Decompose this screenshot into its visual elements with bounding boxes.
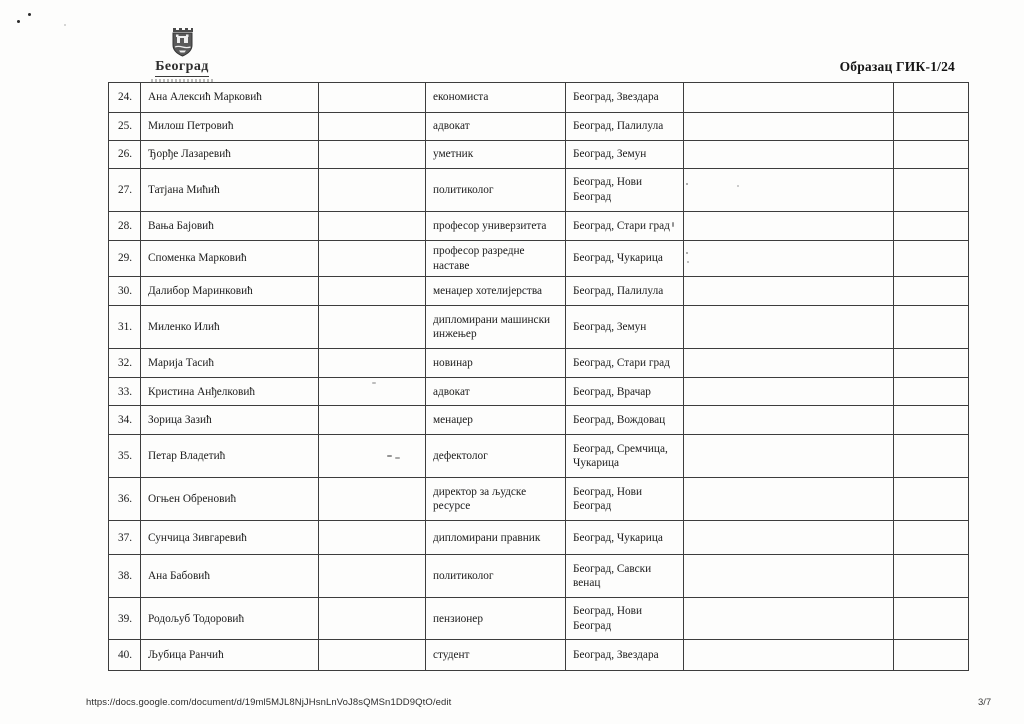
cell-residence: Београд, Земун: [566, 141, 684, 169]
table-row: [109, 349, 969, 378]
cell-blank-1: [319, 306, 426, 349]
cell-blank-1: [319, 521, 426, 555]
cell-blank-2: [684, 83, 894, 113]
cell-blank-1: [319, 406, 426, 435]
document-source-url: https://docs.google.com/document/d/19ml5MJL8NjJHsnLnVoJ8sQMSn1DD9QtO/edit: [86, 697, 452, 708]
cell-blank-2: [684, 478, 894, 521]
cell-blank-2: [684, 113, 894, 141]
cell-blank-2: [684, 435, 894, 478]
cell-blank-2: [684, 277, 894, 306]
cell-occupation: дипломирани правник: [426, 521, 566, 555]
table-row: [109, 555, 969, 598]
belgrade-coat-of-arms-icon: [169, 27, 196, 57]
cell-row-number: 25.: [109, 113, 141, 141]
cell-name: Далибор Маринковић: [141, 277, 319, 306]
cell-blank-1: [319, 640, 426, 671]
cell-residence: Београд, Чукарица: [566, 521, 684, 555]
cell-blank-3: [894, 555, 969, 598]
cell-row-number: 28.: [109, 212, 141, 241]
cell-blank-3: [894, 306, 969, 349]
cell-blank-3: [894, 241, 969, 277]
cell-occupation: пензионер: [426, 598, 566, 640]
cell-blank-3: [894, 435, 969, 478]
table-row: [109, 640, 969, 671]
form-designation-label: Образац ГИК-1/24: [839, 59, 955, 74]
cell-blank-2: [684, 640, 894, 671]
cell-row-number: 24.: [109, 83, 141, 113]
table-row: [109, 169, 969, 212]
cell-blank-1: [319, 478, 426, 521]
cell-blank-3: [894, 598, 969, 640]
cell-blank-2: [684, 241, 894, 277]
cell-blank-1: [319, 598, 426, 640]
cell-occupation: политиколог: [426, 555, 566, 598]
roster-table-body: [109, 83, 969, 671]
table-row: [109, 241, 969, 277]
table-row: [109, 306, 969, 349]
cell-blank-1: [319, 113, 426, 141]
scan-speck: [17, 20, 20, 23]
cell-blank-1: [319, 277, 426, 306]
cell-name: Зорица Зазић: [141, 406, 319, 435]
cell-row-number: 38.: [109, 555, 141, 598]
cell-occupation: менаџер хотелијерства: [426, 277, 566, 306]
cell-blank-2: [684, 141, 894, 169]
cell-residence: Београд, Чукарица: [566, 241, 684, 277]
table-row: [109, 598, 969, 640]
cell-occupation: уметник: [426, 141, 566, 169]
cell-blank-3: [894, 83, 969, 113]
cell-blank-3: [894, 521, 969, 555]
table-row: [109, 141, 969, 169]
cell-occupation: професор универзитета: [426, 212, 566, 241]
cell-occupation: новинар: [426, 349, 566, 378]
cell-blank-1: [319, 169, 426, 212]
cell-occupation: дипломирани машински инжењер: [426, 306, 566, 349]
cell-blank-3: [894, 169, 969, 212]
table-row: [109, 212, 969, 241]
cell-name: Љубица Ранчић: [141, 640, 319, 671]
table-row: [109, 83, 969, 113]
scan-speck: [28, 13, 31, 16]
cell-blank-3: [894, 277, 969, 306]
cell-residence: Београд, Земун: [566, 306, 684, 349]
cell-occupation: дефектолог: [426, 435, 566, 478]
cell-row-number: 31.: [109, 306, 141, 349]
cell-name: Сунчица Зивгаревић: [141, 521, 319, 555]
belgrade-logo: [147, 27, 217, 83]
cell-name: Марија Тасић: [141, 349, 319, 378]
cell-name: Татјана Мићић: [141, 169, 319, 212]
cell-residence: Београд, Нови Београд: [566, 478, 684, 521]
cell-blank-2: [684, 212, 894, 241]
cell-blank-1: [319, 555, 426, 598]
table-row: [109, 435, 969, 478]
cell-blank-3: [894, 113, 969, 141]
cell-row-number: 34.: [109, 406, 141, 435]
cell-blank-2: [684, 598, 894, 640]
cell-row-number: 33.: [109, 378, 141, 406]
cell-name: Ана Алексић Марковић: [141, 83, 319, 113]
cell-occupation: студент: [426, 640, 566, 671]
cell-residence: Београд, Звездара: [566, 640, 684, 671]
cell-blank-2: [684, 306, 894, 349]
cell-name: Огњен Обреновић: [141, 478, 319, 521]
cell-name: Вања Бајовић: [141, 212, 319, 241]
cell-occupation: менаџер: [426, 406, 566, 435]
cell-row-number: 37.: [109, 521, 141, 555]
cell-row-number: 29.: [109, 241, 141, 277]
cell-name: Родољуб Тодоровић: [141, 598, 319, 640]
cell-residence: Београд, Палилула: [566, 277, 684, 306]
cell-row-number: 36.: [109, 478, 141, 521]
cell-blank-3: [894, 406, 969, 435]
cell-residence: Београд, Сремчица, Чукарица: [566, 435, 684, 478]
cell-blank-2: [684, 406, 894, 435]
cell-blank-2: [684, 169, 894, 212]
cell-residence: Београд, Стари град: [566, 212, 684, 241]
cell-row-number: 27.: [109, 169, 141, 212]
cell-name: Ана Бабовић: [141, 555, 319, 598]
cell-row-number: 35.: [109, 435, 141, 478]
cell-residence: Београд, Нови Београд: [566, 169, 684, 212]
cell-blank-3: [894, 378, 969, 406]
cell-occupation: адвокат: [426, 113, 566, 141]
cell-blank-1: [319, 212, 426, 241]
candidate-roster-table: [108, 82, 969, 671]
table-row: [109, 277, 969, 306]
cell-blank-1: [319, 241, 426, 277]
page-number-indicator: 3/7: [978, 697, 992, 708]
cell-residence: Београд, Вождовац: [566, 406, 684, 435]
cell-blank-1: [319, 435, 426, 478]
cell-residence: Београд, Нови Београд: [566, 598, 684, 640]
cell-name: Петар Владетић: [141, 435, 319, 478]
cell-occupation: адвокат: [426, 378, 566, 406]
cell-row-number: 32.: [109, 349, 141, 378]
cell-row-number: 39.: [109, 598, 141, 640]
cell-occupation: директор за људске ресурсе: [426, 478, 566, 521]
table-row: [109, 521, 969, 555]
cell-blank-2: [684, 378, 894, 406]
cell-name: Кристина Анђелковић: [141, 378, 319, 406]
cell-name: Споменка Марковић: [141, 241, 319, 277]
table-row: [109, 378, 969, 406]
cell-residence: Београд, Врачар: [566, 378, 684, 406]
logo-city-name: Београд: [155, 59, 209, 77]
cell-residence: Београд, Звездара: [566, 83, 684, 113]
cell-blank-1: [319, 83, 426, 113]
cell-row-number: 30.: [109, 277, 141, 306]
cell-residence: Београд, Стари град: [566, 349, 684, 378]
cell-blank-1: [319, 349, 426, 378]
table-row: [109, 406, 969, 435]
cell-blank-2: [684, 555, 894, 598]
cell-blank-1: [319, 141, 426, 169]
table-row: [109, 478, 969, 521]
cell-row-number: 26.: [109, 141, 141, 169]
scan-speck: [64, 24, 66, 26]
cell-row-number: 40.: [109, 640, 141, 671]
cell-occupation: економиста: [426, 83, 566, 113]
cell-blank-2: [684, 349, 894, 378]
cell-blank-3: [894, 640, 969, 671]
cell-residence: Београд, Палилула: [566, 113, 684, 141]
cell-name: Ђорђе Лазаревић: [141, 141, 319, 169]
cell-name: Милош Петровић: [141, 113, 319, 141]
cell-blank-3: [894, 478, 969, 521]
cell-occupation: професор разредне наставе: [426, 241, 566, 277]
cell-blank-1: [319, 378, 426, 406]
cell-blank-2: [684, 521, 894, 555]
cell-residence: Београд, Савски венац: [566, 555, 684, 598]
cell-blank-3: [894, 141, 969, 169]
cell-name: Миленко Илић: [141, 306, 319, 349]
table-row: [109, 113, 969, 141]
cell-blank-3: [894, 212, 969, 241]
cell-occupation: политиколог: [426, 169, 566, 212]
cell-blank-3: [894, 349, 969, 378]
